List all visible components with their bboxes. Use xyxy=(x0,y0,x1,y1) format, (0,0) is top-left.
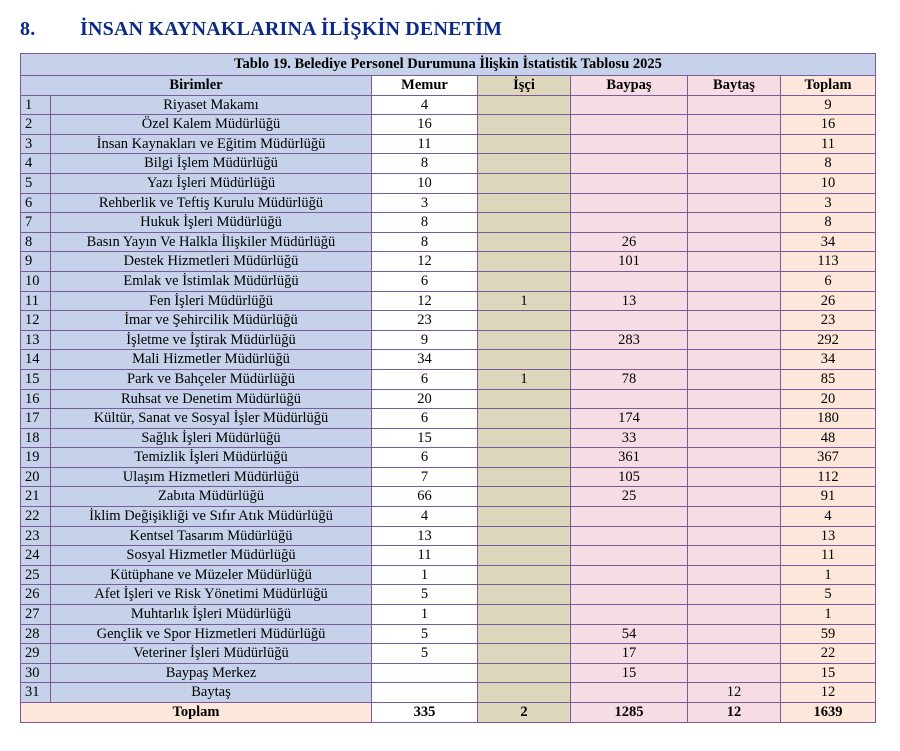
baytas-count xyxy=(688,526,781,546)
isci-count xyxy=(478,154,571,174)
isci-count xyxy=(478,585,571,605)
baypas-count xyxy=(571,585,688,605)
unit-name: İnsan Kaynakları ve Eğitim Müdürlüğü xyxy=(51,134,372,154)
table-body xyxy=(21,95,876,702)
memur-count: 6 xyxy=(372,409,478,429)
toplam-count: 85 xyxy=(781,369,876,389)
baypas-count: 174 xyxy=(571,409,688,429)
isci-count xyxy=(478,428,571,448)
memur-count: 1 xyxy=(372,605,478,625)
toplam-count: 6 xyxy=(781,271,876,291)
unit-name: Destek Hizmetleri Müdürlüğü xyxy=(51,252,372,272)
isci-count xyxy=(478,311,571,331)
total-isci: 2 xyxy=(478,703,571,723)
isci-count xyxy=(478,487,571,507)
memur-count: 9 xyxy=(372,330,478,350)
isci-count xyxy=(478,213,571,233)
isci-count xyxy=(478,467,571,487)
baypas-count xyxy=(571,95,688,115)
baytas-count xyxy=(688,95,781,115)
isci-count xyxy=(478,252,571,272)
table-row xyxy=(21,369,876,389)
header-baytas: Baytaş xyxy=(688,76,781,96)
total-memur: 335 xyxy=(372,703,478,723)
row-number: 10 xyxy=(21,271,51,291)
unit-name: Temizlik İşleri Müdürlüğü xyxy=(51,448,372,468)
baytas-count: 12 xyxy=(688,683,781,703)
baytas-count xyxy=(688,369,781,389)
row-number: 5 xyxy=(21,173,51,193)
row-number: 7 xyxy=(21,213,51,233)
row-number: 23 xyxy=(21,526,51,546)
isci-count xyxy=(478,644,571,664)
baypas-count xyxy=(571,311,688,331)
baypas-count xyxy=(571,526,688,546)
isci-count xyxy=(478,232,571,252)
isci-count xyxy=(478,565,571,585)
table-row xyxy=(21,173,876,193)
row-number: 31 xyxy=(21,683,51,703)
toplam-count: 34 xyxy=(781,350,876,370)
memur-count: 12 xyxy=(372,291,478,311)
row-number: 8 xyxy=(21,232,51,252)
baytas-count xyxy=(688,624,781,644)
baypas-count: 105 xyxy=(571,467,688,487)
personnel-statistics-table xyxy=(20,53,876,723)
table-row xyxy=(21,428,876,448)
unit-name: Fen İşleri Müdürlüğü xyxy=(51,291,372,311)
isci-count xyxy=(478,546,571,566)
table-row xyxy=(21,467,876,487)
table-row xyxy=(21,624,876,644)
baytas-count xyxy=(688,330,781,350)
toplam-count: 11 xyxy=(781,134,876,154)
unit-name: Hukuk İşleri Müdürlüğü xyxy=(51,213,372,233)
baypas-count: 13 xyxy=(571,291,688,311)
header-baypas: Baypaş xyxy=(571,76,688,96)
table-row xyxy=(21,605,876,625)
memur-count: 8 xyxy=(372,154,478,174)
toplam-count: 15 xyxy=(781,663,876,683)
row-number: 22 xyxy=(21,507,51,527)
unit-name: Ruhsat ve Denetim Müdürlüğü xyxy=(51,389,372,409)
baytas-count xyxy=(688,428,781,448)
unit-name: İklim Değişikliği ve Sıfır Atık Müdürlüğü xyxy=(51,507,372,527)
baytas-count xyxy=(688,115,781,135)
toplam-count: 48 xyxy=(781,428,876,448)
table-row xyxy=(21,448,876,468)
baytas-count xyxy=(688,389,781,409)
baytas-count xyxy=(688,311,781,331)
toplam-count: 59 xyxy=(781,624,876,644)
total-baypas: 1285 xyxy=(571,703,688,723)
row-number: 20 xyxy=(21,467,51,487)
table-row xyxy=(21,546,876,566)
row-number: 14 xyxy=(21,350,51,370)
row-number: 30 xyxy=(21,663,51,683)
unit-name: Emlak ve İstimlak Müdürlüğü xyxy=(51,271,372,291)
total-row xyxy=(21,703,876,723)
memur-count: 11 xyxy=(372,546,478,566)
row-number: 1 xyxy=(21,95,51,115)
row-number: 12 xyxy=(21,311,51,331)
unit-name: Kentsel Tasarım Müdürlüğü xyxy=(51,526,372,546)
header-birimler: Birimler xyxy=(21,76,372,96)
isci-count xyxy=(478,350,571,370)
toplam-count: 3 xyxy=(781,193,876,213)
header-toplam: Toplam xyxy=(781,76,876,96)
baypas-count xyxy=(571,173,688,193)
section-heading xyxy=(20,14,502,44)
memur-count xyxy=(372,683,478,703)
table-row xyxy=(21,507,876,527)
unit-name: Afet İşleri ve Risk Yönetimi Müdürlüğü xyxy=(51,585,372,605)
unit-name: Rehberlik ve Teftiş Kurulu Müdürlüğü xyxy=(51,193,372,213)
row-number: 27 xyxy=(21,605,51,625)
baypas-count: 54 xyxy=(571,624,688,644)
table-row xyxy=(21,585,876,605)
baypas-count: 17 xyxy=(571,644,688,664)
table-row xyxy=(21,134,876,154)
baytas-count xyxy=(688,546,781,566)
baytas-count xyxy=(688,605,781,625)
baytas-count xyxy=(688,565,781,585)
table-row xyxy=(21,350,876,370)
toplam-count: 13 xyxy=(781,526,876,546)
memur-count: 11 xyxy=(372,134,478,154)
table-row xyxy=(21,683,876,703)
row-number: 16 xyxy=(21,389,51,409)
table-caption: Tablo 19. Belediye Personel Durumuna İlişkin İstatistik Tablosu 2025 xyxy=(21,54,876,76)
toplam-count: 4 xyxy=(781,507,876,527)
isci-count xyxy=(478,330,571,350)
isci-count xyxy=(478,683,571,703)
baypas-count xyxy=(571,546,688,566)
memur-count: 6 xyxy=(372,271,478,291)
toplam-count: 180 xyxy=(781,409,876,429)
unit-name: Basın Yayın Ve Halkla İlişkiler Müdürlüğü xyxy=(51,232,372,252)
baypas-count: 15 xyxy=(571,663,688,683)
row-number: 4 xyxy=(21,154,51,174)
baypas-count: 361 xyxy=(571,448,688,468)
table-row xyxy=(21,487,876,507)
memur-count: 20 xyxy=(372,389,478,409)
unit-name: Muhtarlık İşleri Müdürlüğü xyxy=(51,605,372,625)
isci-count xyxy=(478,134,571,154)
baypas-count: 283 xyxy=(571,330,688,350)
baypas-count xyxy=(571,213,688,233)
table-row xyxy=(21,291,876,311)
row-number: 19 xyxy=(21,448,51,468)
baypas-count xyxy=(571,350,688,370)
baytas-count xyxy=(688,350,781,370)
table-row xyxy=(21,409,876,429)
toplam-count: 20 xyxy=(781,389,876,409)
unit-name: Kütüphane ve Müzeler Müdürlüğü xyxy=(51,565,372,585)
isci-count xyxy=(478,663,571,683)
baytas-count xyxy=(688,154,781,174)
toplam-count: 8 xyxy=(781,213,876,233)
total-baytas: 12 xyxy=(688,703,781,723)
unit-name: Baytaş xyxy=(51,683,372,703)
isci-count xyxy=(478,271,571,291)
row-number: 29 xyxy=(21,644,51,664)
toplam-count: 23 xyxy=(781,311,876,331)
unit-name: Zabıta Müdürlüğü xyxy=(51,487,372,507)
memur-count: 8 xyxy=(372,213,478,233)
toplam-count: 292 xyxy=(781,330,876,350)
toplam-count: 22 xyxy=(781,644,876,664)
baypas-count xyxy=(571,271,688,291)
baypas-count xyxy=(571,134,688,154)
section-number: 8. xyxy=(20,17,36,40)
memur-count: 23 xyxy=(372,311,478,331)
unit-name: Park ve Bahçeler Müdürlüğü xyxy=(51,369,372,389)
baytas-count xyxy=(688,448,781,468)
baytas-count xyxy=(688,585,781,605)
baytas-count xyxy=(688,663,781,683)
unit-name: İmar ve Şehircilik Müdürlüğü xyxy=(51,311,372,331)
isci-count xyxy=(478,605,571,625)
toplam-count: 26 xyxy=(781,291,876,311)
row-number: 18 xyxy=(21,428,51,448)
row-number: 3 xyxy=(21,134,51,154)
unit-name: Özel Kalem Müdürlüğü xyxy=(51,115,372,135)
memur-count: 16 xyxy=(372,115,478,135)
baypas-count: 26 xyxy=(571,232,688,252)
row-number: 28 xyxy=(21,624,51,644)
unit-name: Sosyal Hizmetler Müdürlüğü xyxy=(51,546,372,566)
memur-count: 5 xyxy=(372,585,478,605)
baytas-count xyxy=(688,134,781,154)
table-row xyxy=(21,526,876,546)
memur-count: 5 xyxy=(372,644,478,664)
unit-name: Bilgi İşlem Müdürlüğü xyxy=(51,154,372,174)
baytas-count xyxy=(688,173,781,193)
table-row xyxy=(21,115,876,135)
isci-count xyxy=(478,409,571,429)
baytas-count xyxy=(688,193,781,213)
memur-count: 4 xyxy=(372,95,478,115)
table-row xyxy=(21,311,876,331)
memur-count: 6 xyxy=(372,369,478,389)
table-row xyxy=(21,644,876,664)
row-number: 15 xyxy=(21,369,51,389)
toplam-count: 91 xyxy=(781,487,876,507)
toplam-count: 112 xyxy=(781,467,876,487)
toplam-count: 1 xyxy=(781,605,876,625)
baypas-count: 101 xyxy=(571,252,688,272)
toplam-count: 5 xyxy=(781,585,876,605)
row-number: 13 xyxy=(21,330,51,350)
row-number: 26 xyxy=(21,585,51,605)
isci-count: 1 xyxy=(478,369,571,389)
toplam-count: 10 xyxy=(781,173,876,193)
total-toplam: 1639 xyxy=(781,703,876,723)
memur-count: 8 xyxy=(372,232,478,252)
row-number: 11 xyxy=(21,291,51,311)
baypas-count: 78 xyxy=(571,369,688,389)
total-label: Toplam xyxy=(21,703,372,723)
toplam-count: 11 xyxy=(781,546,876,566)
baytas-count xyxy=(688,271,781,291)
baytas-count xyxy=(688,409,781,429)
table-row xyxy=(21,389,876,409)
isci-count xyxy=(478,193,571,213)
memur-count: 10 xyxy=(372,173,478,193)
baypas-count xyxy=(571,683,688,703)
row-number: 24 xyxy=(21,546,51,566)
memur-count xyxy=(372,663,478,683)
table-row xyxy=(21,565,876,585)
isci-count xyxy=(478,95,571,115)
row-number: 21 xyxy=(21,487,51,507)
row-number: 9 xyxy=(21,252,51,272)
isci-count xyxy=(478,115,571,135)
baypas-count: 33 xyxy=(571,428,688,448)
toplam-count: 1 xyxy=(781,565,876,585)
memur-count: 66 xyxy=(372,487,478,507)
toplam-count: 9 xyxy=(781,95,876,115)
header-isci: İşçi xyxy=(478,76,571,96)
baypas-count xyxy=(571,193,688,213)
table-row xyxy=(21,271,876,291)
unit-name: Baypaş Merkez xyxy=(51,663,372,683)
isci-count xyxy=(478,448,571,468)
toplam-count: 16 xyxy=(781,115,876,135)
memur-count: 7 xyxy=(372,467,478,487)
table-row xyxy=(21,252,876,272)
toplam-count: 34 xyxy=(781,232,876,252)
toplam-count: 367 xyxy=(781,448,876,468)
baytas-count xyxy=(688,232,781,252)
table-row xyxy=(21,154,876,174)
row-number: 6 xyxy=(21,193,51,213)
toplam-count: 12 xyxy=(781,683,876,703)
memur-count: 12 xyxy=(372,252,478,272)
memur-count: 13 xyxy=(372,526,478,546)
table-row xyxy=(21,213,876,233)
toplam-count: 8 xyxy=(781,154,876,174)
baypas-count xyxy=(571,507,688,527)
table-row xyxy=(21,663,876,683)
baytas-count xyxy=(688,644,781,664)
baytas-count xyxy=(688,487,781,507)
memur-count: 1 xyxy=(372,565,478,585)
row-number: 2 xyxy=(21,115,51,135)
isci-count xyxy=(478,526,571,546)
baypas-count xyxy=(571,389,688,409)
memur-count: 15 xyxy=(372,428,478,448)
baypas-count xyxy=(571,565,688,585)
table-row xyxy=(21,330,876,350)
table-row xyxy=(21,232,876,252)
isci-count: 1 xyxy=(478,291,571,311)
unit-name: Sağlık İşleri Müdürlüğü xyxy=(51,428,372,448)
baytas-count xyxy=(688,291,781,311)
isci-count xyxy=(478,173,571,193)
memur-count: 6 xyxy=(372,448,478,468)
baypas-count xyxy=(571,605,688,625)
baytas-count xyxy=(688,507,781,527)
unit-name: Ulaşım Hizmetleri Müdürlüğü xyxy=(51,467,372,487)
unit-name: Yazı İşleri Müdürlüğü xyxy=(51,173,372,193)
baytas-count xyxy=(688,467,781,487)
table-row xyxy=(21,95,876,115)
isci-count xyxy=(478,624,571,644)
memur-count: 5 xyxy=(372,624,478,644)
unit-name: İşletme ve İştirak Müdürlüğü xyxy=(51,330,372,350)
unit-name: Mali Hizmetler Müdürlüğü xyxy=(51,350,372,370)
memur-count: 34 xyxy=(372,350,478,370)
memur-count: 3 xyxy=(372,193,478,213)
baypas-count: 25 xyxy=(571,487,688,507)
unit-name: Veteriner İşleri Müdürlüğü xyxy=(51,644,372,664)
baytas-count xyxy=(688,213,781,233)
unit-name: Gençlik ve Spor Hizmetleri Müdürlüğü xyxy=(51,624,372,644)
baytas-count xyxy=(688,252,781,272)
toplam-count: 113 xyxy=(781,252,876,272)
isci-count xyxy=(478,389,571,409)
unit-name: Kültür, Sanat ve Sosyal İşler Müdürlüğü xyxy=(51,409,372,429)
row-number: 17 xyxy=(21,409,51,429)
baypas-count xyxy=(571,154,688,174)
row-number: 25 xyxy=(21,565,51,585)
table-row xyxy=(21,193,876,213)
memur-count: 4 xyxy=(372,507,478,527)
baypas-count xyxy=(571,115,688,135)
section-title: İNSAN KAYNAKLARINA İLİŞKİN DENETİM xyxy=(80,17,503,40)
isci-count xyxy=(478,507,571,527)
unit-name: Riyaset Makamı xyxy=(51,95,372,115)
header-memur: Memur xyxy=(372,76,478,96)
